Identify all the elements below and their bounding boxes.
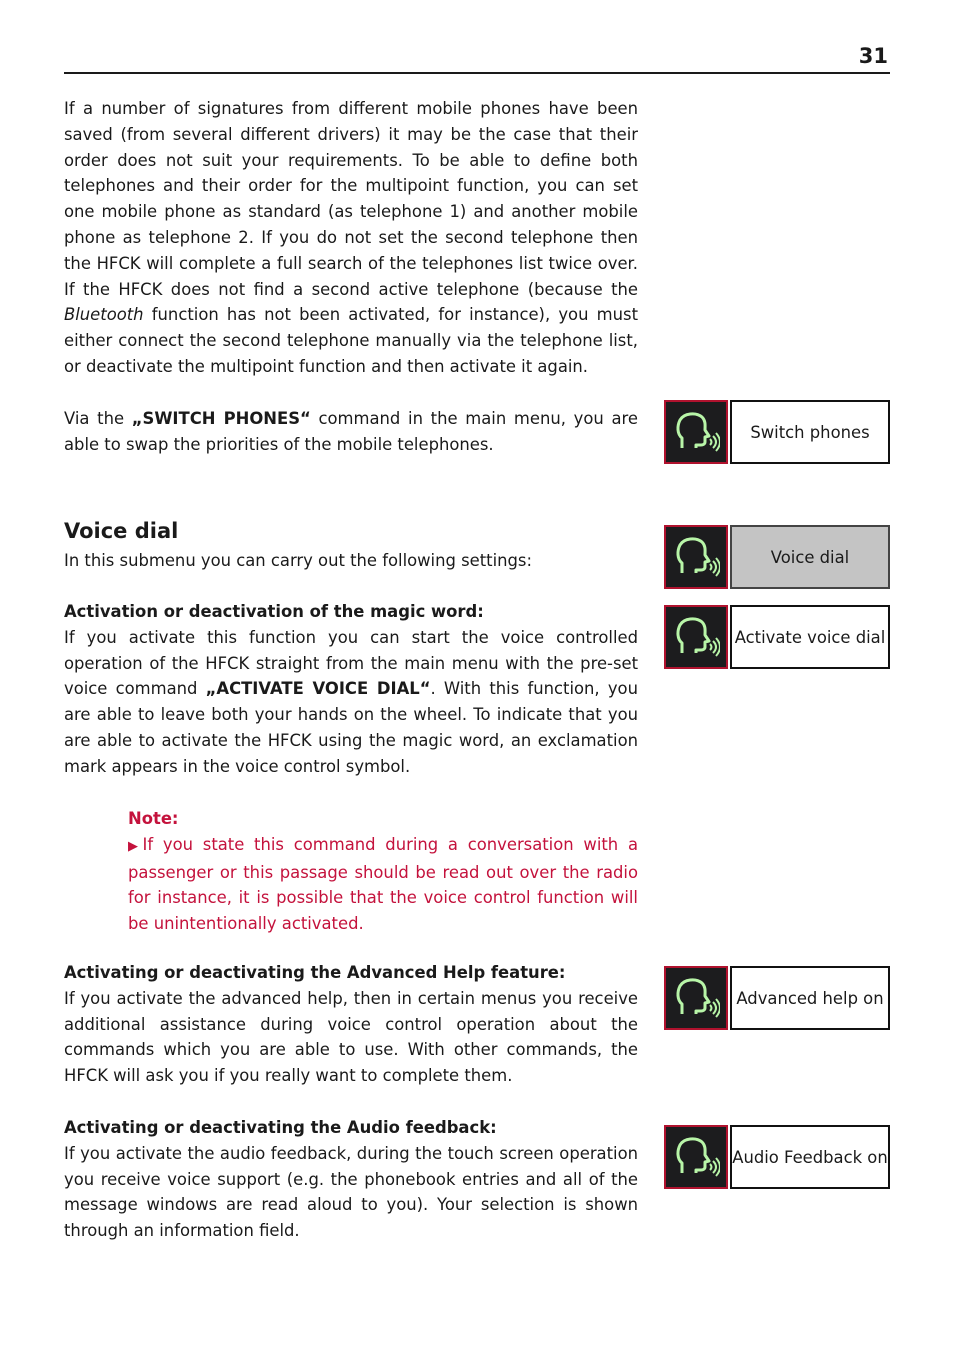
page-number: 31 — [858, 44, 888, 68]
voice-head-icon — [664, 966, 728, 1030]
activate-voice-dial-label: Activate voice dial — [730, 605, 890, 669]
magic-word-section: Activation or deactivation of the magic word: If you activate this function you can start the voice controlled operation of the HFCK straight from the main menu with the pre-set voice command „ACTIVATE VOICE DIAL“. With this function, you are able to leave both your hands on the wheel. To indicate that you are able to activate the HFCK using the magic word, an exclamation mark appears in the voice control symbol. — [64, 599, 638, 780]
header-rule — [64, 72, 890, 74]
voice-head-icon — [664, 1125, 728, 1189]
audio-feedback-button[interactable] — [664, 1125, 890, 1189]
activate-voice-dial-button[interactable] — [664, 605, 890, 669]
note-box: Note: ▶If you state this command during a conversation with a passenger or this passage should be read out over the radio for instance, it is possible that the voice control function will be unintentionally activated. — [128, 806, 638, 937]
section-heading-voice-dial: Voice dial — [64, 519, 179, 543]
advanced-help-button[interactable] — [664, 966, 890, 1030]
switch-phones-button[interactable] — [664, 400, 890, 464]
voice-head-icon — [664, 605, 728, 669]
voice-dial-label: Voice dial — [730, 525, 890, 589]
advanced-help-section: Activating or deactivating the Advanced Help feature: If you activate the advanced help, then in certain menus you receive additional assistance during voice control operation about the commands which you are able to use. With other commands, the HFCK will ask you if you really want to complete them. — [64, 960, 638, 1089]
intro-paragraph: If a number of signatures from different mobile phones have been saved (from several different drivers) it may be the case that their order does not suit your requirements. To be able to define both telephones and their order for the multipoint function, you can set one mobile phone as standard (as telephone 1) and another mobile phone as telephone 2. If you do not set the second telephone then the HFCK will complete a full search of the telephones list twice over. If the HFCK does not find a second active telephone (because the Bluetooth function has not been activated, for instance), you must either connect the second telephone manually via the telephone list, or deactivate the multipoint function and then activate it again. — [64, 99, 638, 376]
voice-head-icon — [664, 525, 728, 589]
audio-feedback-section: Activating or deactivating the Audio feedback: If you activate the audio feedback, during the touch screen operation you receive voice support (e.g. the phonebook entries and all of the message windows are read aloud to you). Your selection is shown through an information field. — [64, 1115, 638, 1244]
switch-phones-paragraph: Via the „SWITCH PHONES“ command in the main menu, you are able to swap the priorities of the mobile telephones. — [64, 409, 639, 454]
voice-dial-button[interactable] — [664, 525, 890, 589]
audio-feedback-title: Activating or deactivating the Audio feedback: — [64, 1118, 497, 1137]
magic-word-title: Activation or deactivation of the magic word: — [64, 602, 484, 621]
advanced-help-label: Advanced help on — [730, 966, 890, 1030]
audio-feedback-label: Audio Feedback on — [730, 1125, 890, 1189]
note-title: Note: — [128, 809, 179, 828]
advanced-help-title: Activating or deactivating the Advanced Help feature: — [64, 963, 566, 982]
voice-head-icon — [664, 400, 728, 464]
voice-dial-intro: In this submenu you can carry out the following settings: — [64, 551, 532, 570]
triangle-bullet-icon: ▶ — [128, 838, 143, 854]
switch-phones-label: Switch phones — [730, 400, 890, 464]
